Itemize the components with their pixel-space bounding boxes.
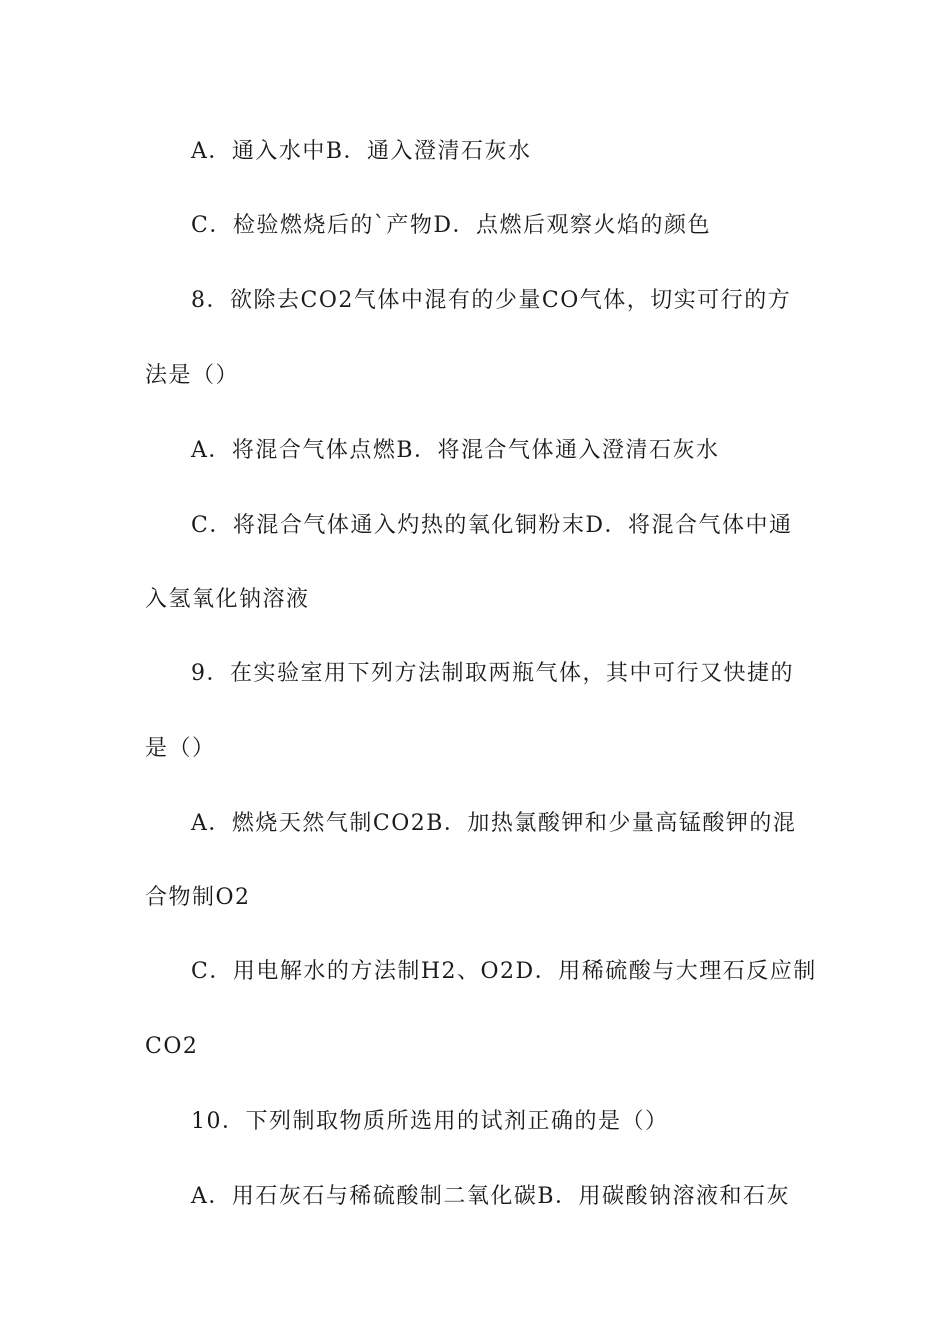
q9-stem-continued: 是（） xyxy=(145,736,216,761)
q7-option-c-d: C．检验燃烧后的`产物D．点燃后观察火焰的颜色 xyxy=(191,213,711,238)
q8-option-a-b: A．将混合气体点燃B．将混合气体通入澄清石灰水 xyxy=(191,438,720,463)
q9-option-d-continued: CO2 xyxy=(145,1034,199,1059)
q7-option-a-b: A．通入水中B．通入澄清石灰水 xyxy=(191,139,532,164)
q9-stem: 9．在实验室用下列方法制取两瓶气体，其中可行又快捷的 xyxy=(191,661,794,686)
q8-option-d-continued: 入氢氧化钠溶液 xyxy=(145,587,310,612)
q8-stem-continued: 法是（） xyxy=(145,363,240,388)
q8-stem: 8．欲除去CO2气体中混有的少量CO气体，切实可行的方 xyxy=(191,288,792,313)
q9-option-a-b: A．燃烧天然气制CO2B．加热氯酸钾和少量高锰酸钾的混 xyxy=(191,811,797,836)
q10-stem: 10．下列制取物质所选用的试剂正确的是（） xyxy=(191,1109,669,1134)
q8-option-c-d: C．将混合气体通入灼热的氧化铜粉末D．将混合气体中通 xyxy=(191,513,793,538)
q9-option-b-continued: 合物制O2 xyxy=(145,885,251,910)
q9-option-c-d: C．用电解水的方法制H2、O2D．用稀硫酸与大理石反应制 xyxy=(191,959,817,984)
q10-option-a-b: A．用石灰石与稀硫酸制二氧化碳B．用碳酸钠溶液和石灰 xyxy=(191,1184,791,1209)
